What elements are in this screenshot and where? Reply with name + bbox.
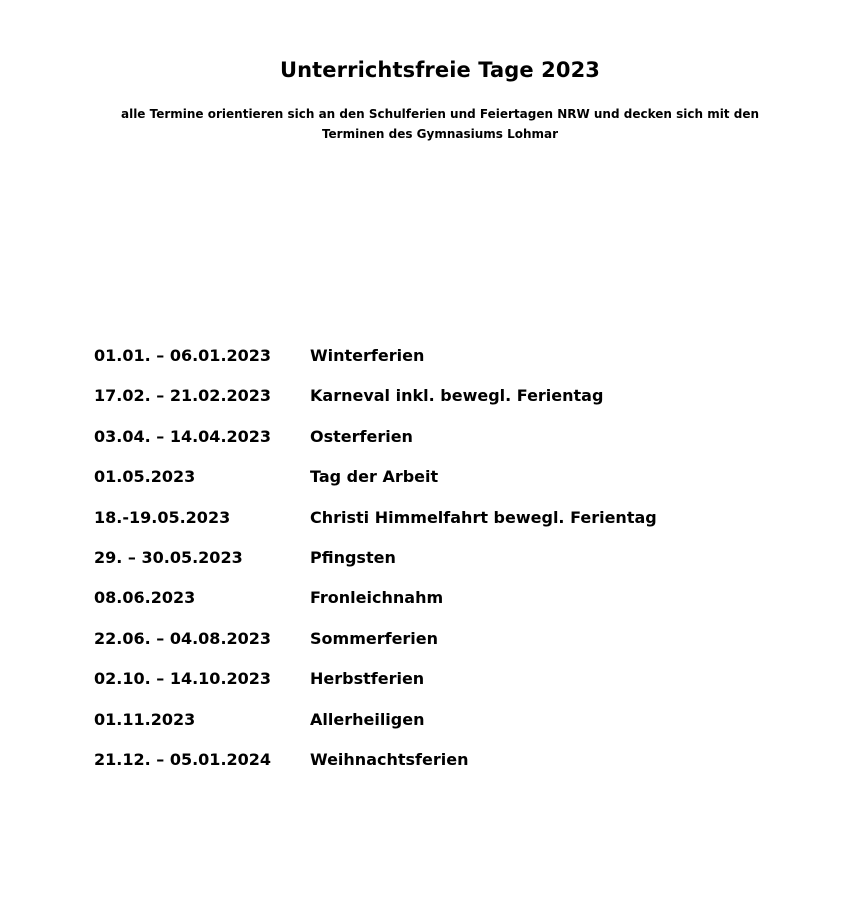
schedule-event: Sommerferien <box>310 628 439 648</box>
schedule-row <box>94 669 794 709</box>
schedule-row <box>94 588 794 628</box>
schedule-date: 03.04. – 14.04.2023 <box>94 426 272 446</box>
schedule-row <box>94 346 794 386</box>
schedule-row <box>94 427 794 467</box>
schedule-row <box>94 750 794 790</box>
schedule-row <box>94 467 794 507</box>
schedule-row <box>94 710 794 750</box>
page-title: Unterrichtsfreie Tage 2023 <box>279 58 601 82</box>
schedule-event: Fronleichnahm <box>310 588 444 608</box>
schedule-event: Tag der Arbeit <box>310 467 439 487</box>
schedule-date: 02.10. – 14.10.2023 <box>94 669 272 689</box>
schedule-date: 18.-19.05.2023 <box>94 507 231 527</box>
schedule-event: Osterferien <box>310 426 413 446</box>
schedule-date: 08.06.2023 <box>94 588 196 608</box>
schedule-event: Karneval inkl. bewegl. Ferientag <box>310 386 604 406</box>
schedule-date: 17.02. – 21.02.2023 <box>94 386 272 406</box>
schedule-event: Allerheiligen <box>310 709 425 729</box>
schedule-event: Winterferien <box>310 346 425 365</box>
schedule-date: 01.01. – 06.01.2023 <box>94 346 272 365</box>
schedule-row <box>94 548 794 588</box>
holiday-schedule <box>94 346 794 790</box>
schedule-date: 21.12. – 05.01.2024 <box>94 749 272 769</box>
schedule-date: 29. – 30.05.2023 <box>94 547 243 567</box>
schedule-date: 01.11.2023 <box>94 709 196 729</box>
schedule-event: Pfingsten <box>310 547 396 567</box>
schedule-event: Christi Himmelfahrt bewegl. Ferientag <box>310 507 657 527</box>
page-subtitle: alle Termine orientieren sich an den Schulferien und Feiertagen NRW und decken sich mit den Terminen des Gymnasiums Lohmar <box>120 107 759 141</box>
schedule-date: 01.05.2023 <box>94 467 196 487</box>
schedule-row <box>94 386 794 426</box>
schedule-row <box>94 508 794 548</box>
schedule-event: Herbstferien <box>310 669 425 689</box>
schedule-row <box>94 629 794 669</box>
schedule-event: Weihnachtsferien <box>310 749 469 769</box>
schedule-date: 22.06. – 04.08.2023 <box>94 628 272 648</box>
